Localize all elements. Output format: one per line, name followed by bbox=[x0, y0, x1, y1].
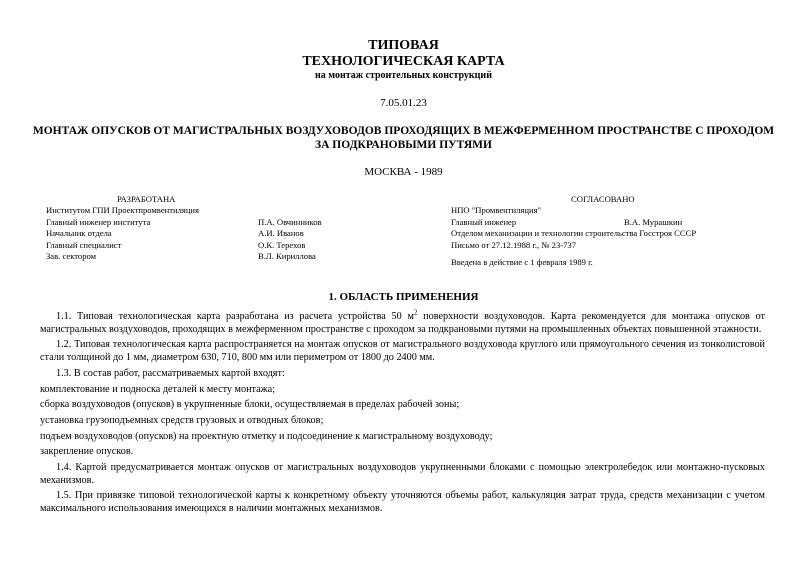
doc-code: 7.05.01.23 bbox=[380, 97, 427, 109]
list-item: закрепление опусков. bbox=[40, 446, 134, 458]
developed-names bbox=[258, 205, 322, 263]
developed-position: Зав. сектором bbox=[46, 251, 97, 262]
doc-main-title: МОНТАЖ ОПУСКОВ ОТ МАГИСТРАЛЬНЫХ ВОЗДУХОВОДОВ ПРОХОДЯЩИХ В МЕЖФЕРМЕННОМ ПРОСТРАНСТВЕ С ПРОХОДОМ ЗА ПОДКРАНОВЫМИ ПУТЯМИ bbox=[32, 125, 775, 151]
list-item: подъем воздуховодов (опусков) на проектную отметку и подсоединение к магистральному воздуховоду; bbox=[40, 430, 493, 442]
list-item: установка грузоподъемных средств грузовых и отводных блоков; bbox=[40, 414, 324, 426]
agreed-effective: Введена в действие с 1 февраля 1989 г. bbox=[451, 257, 593, 268]
agreed-dept: Отделом механизации и технологии строительства Госстроя СССР bbox=[451, 228, 697, 239]
section-body bbox=[40, 308, 765, 519]
list-item: сборка воздуховодов (опусков) в укрупненные блоки, осуществляемая в пределах рабочей зоны; bbox=[40, 399, 460, 411]
developed-positions bbox=[46, 205, 199, 263]
city-year: МОСКВА - 1989 bbox=[364, 166, 443, 178]
paragraph-1-3: 1.3. В состав работ, рассматриваемых картой входят: bbox=[56, 367, 285, 379]
developed-org: Институтом ГПИ Проектпромвентиляция bbox=[46, 205, 199, 215]
paragraph-1-2: 1.2. Типовая технологическая карта распространяется на монтаж опусков от магистрального воздуховода круглого или прямоугольного сечения из тонколистовой стали толщиной до 1 мм, диаметром 630, 710, 800 мм или периметром от 1800 до 2400 мм. bbox=[40, 339, 765, 364]
agreed-org: НПО "Промвентиляция" bbox=[451, 205, 542, 215]
paragraph-1-5: 1.5. При привязке типовой технологической карты к конкретному объекту уточняются объемы работ, калькуляция затрат труда, средств механизации с учетом максимального использования имеющихся в наличии монтажных механизмов. bbox=[40, 490, 765, 515]
agreed-letter: Письмо от 27.12.1988 г., № 23-737 bbox=[451, 239, 577, 250]
paragraph-1-1: 1.1. Типовая технологическая карта разработана из расчета устройства 50 $м^2$ поверхности воздуховодов. Карта рекомендуется для монтажа опусков от магистральных воздуховодов, проходящих в межферменном пространстве с проходом за подкрановыми путями на промышленных объектах повышенной этажности. bbox=[40, 308, 765, 335]
doc-title-line2: ТЕХНОЛОГИЧЕСКАЯ КАРТА bbox=[302, 54, 505, 69]
paragraph-1-4: 1.4. Картой предусматривается монтаж опусков от магистральных воздуховодов укрупненными блоками с помощью электролебедок или монтажно-пусковых механизмов. bbox=[40, 462, 765, 486]
agreed-block bbox=[451, 205, 696, 269]
developed-position: Начальник отдела bbox=[46, 228, 112, 239]
agreed-chief-position: Главный инженер bbox=[451, 216, 517, 227]
developed-name: А.И. Иванов bbox=[258, 228, 304, 239]
doc-subtitle: на монтаж строительных конструкций bbox=[315, 70, 492, 81]
developed-position: Главный специалист bbox=[46, 239, 122, 250]
doc-title-line1: ТИПОВАЯ bbox=[368, 38, 439, 53]
developed-name: П.А. Овчинников bbox=[258, 216, 322, 227]
agreed-heading: СОГЛАСОВАНО bbox=[571, 194, 635, 204]
agreed-chief-name: В.А. Мурашкин bbox=[624, 216, 683, 227]
developed-position: Главный инженер института bbox=[46, 216, 151, 227]
developed-name: В.Л. Кириллова bbox=[258, 251, 316, 262]
developed-heading: РАЗРАБОТАНА bbox=[117, 194, 176, 204]
list-item: комплектование и подноска деталей к месту монтажа; bbox=[40, 383, 276, 395]
developed-name: О.К. Терехов bbox=[258, 239, 306, 250]
section-title: 1. ОБЛАСТЬ ПРИМЕНЕНИЯ bbox=[328, 291, 479, 303]
